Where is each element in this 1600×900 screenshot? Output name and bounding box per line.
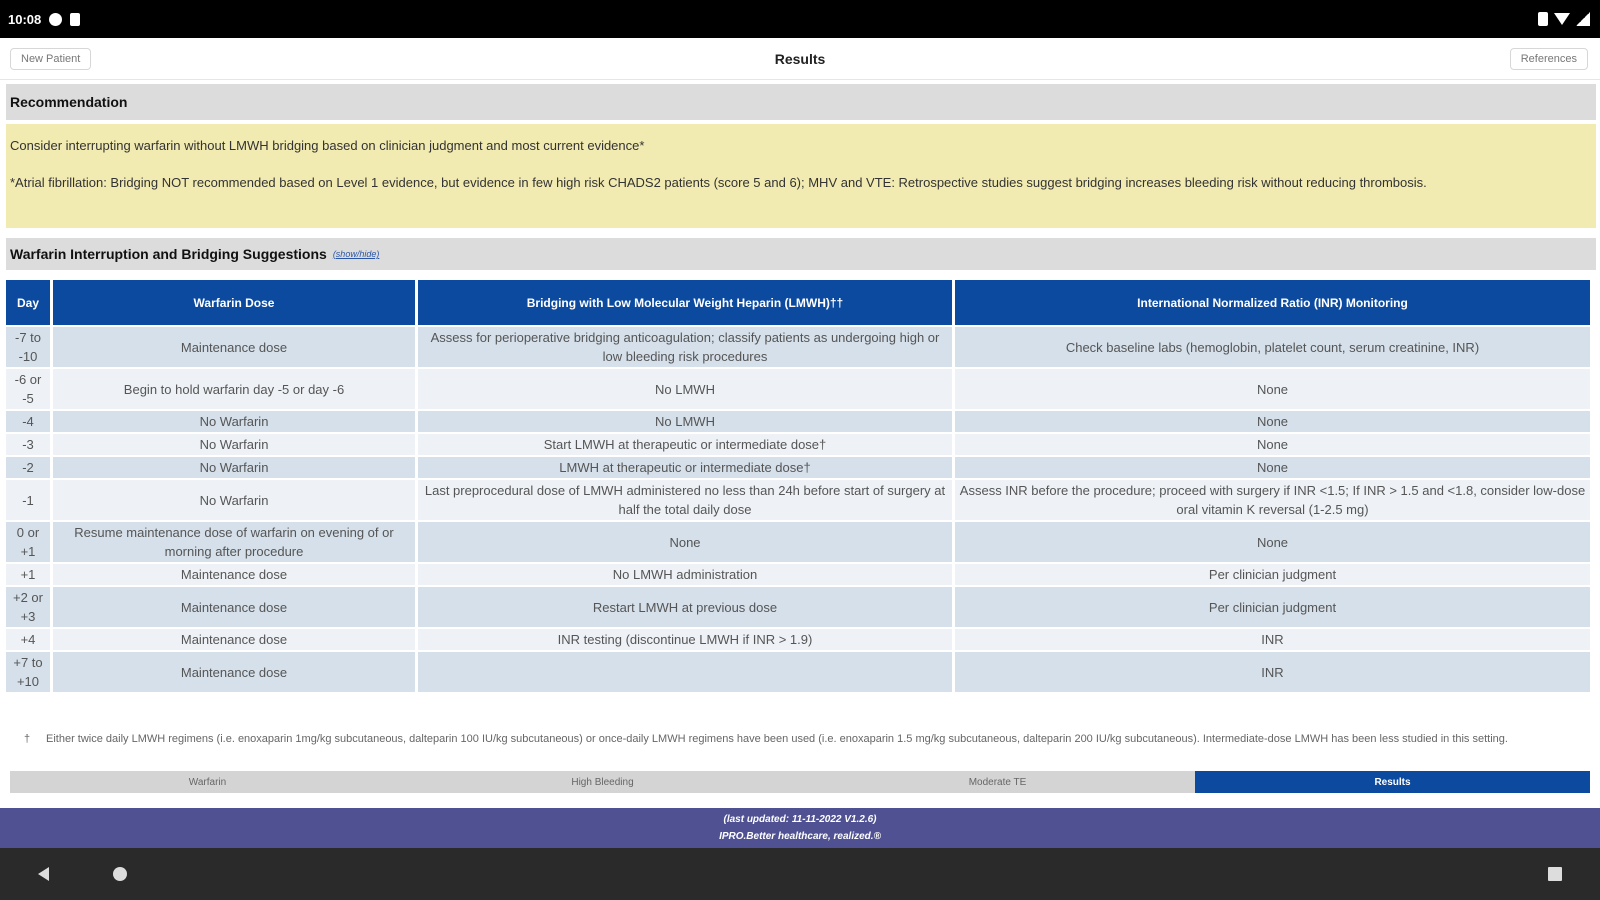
- references-button[interactable]: References: [1510, 48, 1588, 70]
- table-row: [6, 587, 1590, 627]
- cell-day: +4: [6, 629, 50, 650]
- footer: [0, 808, 1600, 848]
- table-header-row: [6, 280, 1590, 325]
- column-header: Day: [6, 280, 50, 325]
- cell-warfarin-dose: No Warfarin: [53, 480, 415, 520]
- cell-day: +1: [6, 564, 50, 585]
- system-nav-bar: [0, 848, 1600, 900]
- tab-warfarin[interactable]: Warfarin: [10, 771, 405, 793]
- page-title: Results: [774, 50, 826, 67]
- cell-inr-monitoring: None: [955, 411, 1590, 432]
- cell-day: -1: [6, 480, 50, 520]
- cell-inr-monitoring: None: [955, 457, 1590, 478]
- status-time: 10:08: [8, 11, 42, 27]
- column-header: Bridging with Low Molecular Weight Heparin (LMWH)††: [418, 280, 952, 325]
- wifi-icon: [1554, 13, 1570, 25]
- cell-warfarin-dose: No Warfarin: [53, 411, 415, 432]
- table-row: [6, 369, 1590, 409]
- cell-inr-monitoring: None: [955, 369, 1590, 409]
- back-icon[interactable]: [38, 867, 49, 881]
- cell-lmwh-bridging: None: [418, 522, 952, 562]
- column-header: International Normalized Ratio (INR) Monitoring: [955, 280, 1590, 325]
- footnote-mark: †: [24, 733, 31, 745]
- recommendation-box: [6, 124, 1596, 228]
- recommendation-note: *Atrial fibrillation: Bridging NOT recommended based on Level 1 evidence, but evidence in few high risk CHADS2 patients (score 5 and 6); MHV and VTE: Retrospective studies suggest bridging increases bleeding risk without reducing thrombosis.: [10, 175, 1427, 190]
- column-header: Warfarin Dose: [53, 280, 415, 325]
- cell-warfarin-dose: Resume maintenance dose of warfarin on evening of or morning after procedure: [53, 522, 415, 562]
- show-hide-link[interactable]: (show/hide): [332, 249, 380, 259]
- battery-icon: [1538, 12, 1548, 26]
- cell-lmwh-bridging: No LMWH: [418, 369, 952, 409]
- table-row: [6, 411, 1590, 432]
- cell-inr-monitoring: None: [955, 434, 1590, 455]
- cell-day: -4: [6, 411, 50, 432]
- cell-inr-monitoring: Per clinician judgment: [955, 564, 1590, 585]
- new-patient-button[interactable]: New Patient: [10, 48, 91, 70]
- cell-day: +7 to +10: [6, 652, 50, 692]
- cell-day: -7 to -10: [6, 327, 50, 367]
- app-header: [0, 38, 1600, 80]
- bridging-heading-text: Warfarin Interruption and Bridging Suggestions: [10, 246, 327, 262]
- cell-lmwh-bridging: Start LMWH at therapeutic or intermediate dose†: [418, 434, 952, 455]
- cell-lmwh-bridging: Restart LMWH at previous dose: [418, 587, 952, 627]
- cell-inr-monitoring: Assess INR before the procedure; proceed with surgery if INR <1.5; If INR > 1.5 and <1.8, consider low-dose oral vitamin K reversal (1-2.5 mg): [955, 480, 1590, 520]
- tab-high-bleeding[interactable]: High Bleeding: [405, 771, 800, 793]
- cell-lmwh-bridging: LMWH at therapeutic or intermediate dose†: [418, 457, 952, 478]
- cell-warfarin-dose: Maintenance dose: [53, 587, 415, 627]
- cell-day: -2: [6, 457, 50, 478]
- recent-apps-icon[interactable]: [1548, 867, 1562, 881]
- footer-tagline: IPRO.Better healthcare, realized.®: [719, 831, 881, 842]
- status-bar: [0, 0, 1600, 38]
- cell-warfarin-dose: Maintenance dose: [53, 629, 415, 650]
- clipboard-icon: [70, 13, 80, 26]
- tab-results[interactable]: Results: [1195, 771, 1590, 793]
- cell-day: -6 or -5: [6, 369, 50, 409]
- table-row: [6, 434, 1590, 455]
- signal-icon: [1576, 12, 1590, 26]
- tab-bar: [10, 771, 1590, 793]
- cell-lmwh-bridging: Assess for perioperative bridging anticoagulation; classify patients as undergoing high or low bleeding risk procedures: [418, 327, 952, 367]
- table-row: [6, 457, 1590, 478]
- cell-inr-monitoring: Check baseline labs (hemoglobin, platelet count, serum creatinine, INR): [955, 327, 1590, 367]
- recommendation-heading-text: Recommendation: [10, 94, 128, 110]
- recommendation-text: Consider interrupting warfarin without LMWH bridging based on clinician judgment and most current evidence*: [10, 138, 645, 153]
- cell-lmwh-bridging: INR testing (discontinue LMWH if INR > 1.9): [418, 629, 952, 650]
- cell-inr-monitoring: None: [955, 522, 1590, 562]
- cell-warfarin-dose: Maintenance dose: [53, 652, 415, 692]
- table-row: [6, 564, 1590, 585]
- cell-warfarin-dose: No Warfarin: [53, 457, 415, 478]
- cell-warfarin-dose: No Warfarin: [53, 434, 415, 455]
- cell-lmwh-bridging: No LMWH administration: [418, 564, 952, 585]
- bridging-heading: [6, 238, 1596, 270]
- cell-lmwh-bridging: Last preprocedural dose of LMWH administered no less than 24h before start of surgery at half the total daily dose: [418, 480, 952, 520]
- table-row: [6, 652, 1590, 692]
- bridging-table: [3, 278, 1593, 694]
- bridging-table-container: [6, 278, 1596, 694]
- cell-lmwh-bridging: [418, 652, 952, 692]
- cell-warfarin-dose: Maintenance dose: [53, 327, 415, 367]
- cell-day: -3: [6, 434, 50, 455]
- cell-inr-monitoring: INR: [955, 629, 1590, 650]
- table-row: [6, 480, 1590, 520]
- last-updated: (last updated: 11-11-2022 V1.2.6): [723, 814, 877, 825]
- cell-warfarin-dose: Begin to hold warfarin day -5 or day -6: [53, 369, 415, 409]
- cell-inr-monitoring: INR: [955, 652, 1590, 692]
- footnote-text: Either twice daily LMWH regimens (i.e. enoxaparin 1mg/kg subcutaneous, dalteparin 100 IU/kg subcutaneous) or once-daily LMWH regimens have been used (i.e. enoxaparin 1.5 mg/kg subcutaneous, dalteparin 200 IU/kg subcutaneous). Intermediate-dose LMWH has been less studied in this setting.: [46, 733, 1508, 745]
- tab-moderate-te[interactable]: Moderate TE: [800, 771, 1195, 793]
- table-row: [6, 522, 1590, 562]
- cell-warfarin-dose: Maintenance dose: [53, 564, 415, 585]
- cell-day: +2 or +3: [6, 587, 50, 627]
- notification-icon: [49, 13, 62, 26]
- cell-lmwh-bridging: No LMWH: [418, 411, 952, 432]
- recommendation-heading: [6, 84, 1596, 120]
- table-row: [6, 327, 1590, 367]
- cell-day: 0 or +1: [6, 522, 50, 562]
- home-icon[interactable]: [113, 867, 127, 881]
- footnote: [6, 730, 1594, 766]
- cell-inr-monitoring: Per clinician judgment: [955, 587, 1590, 627]
- table-row: [6, 629, 1590, 650]
